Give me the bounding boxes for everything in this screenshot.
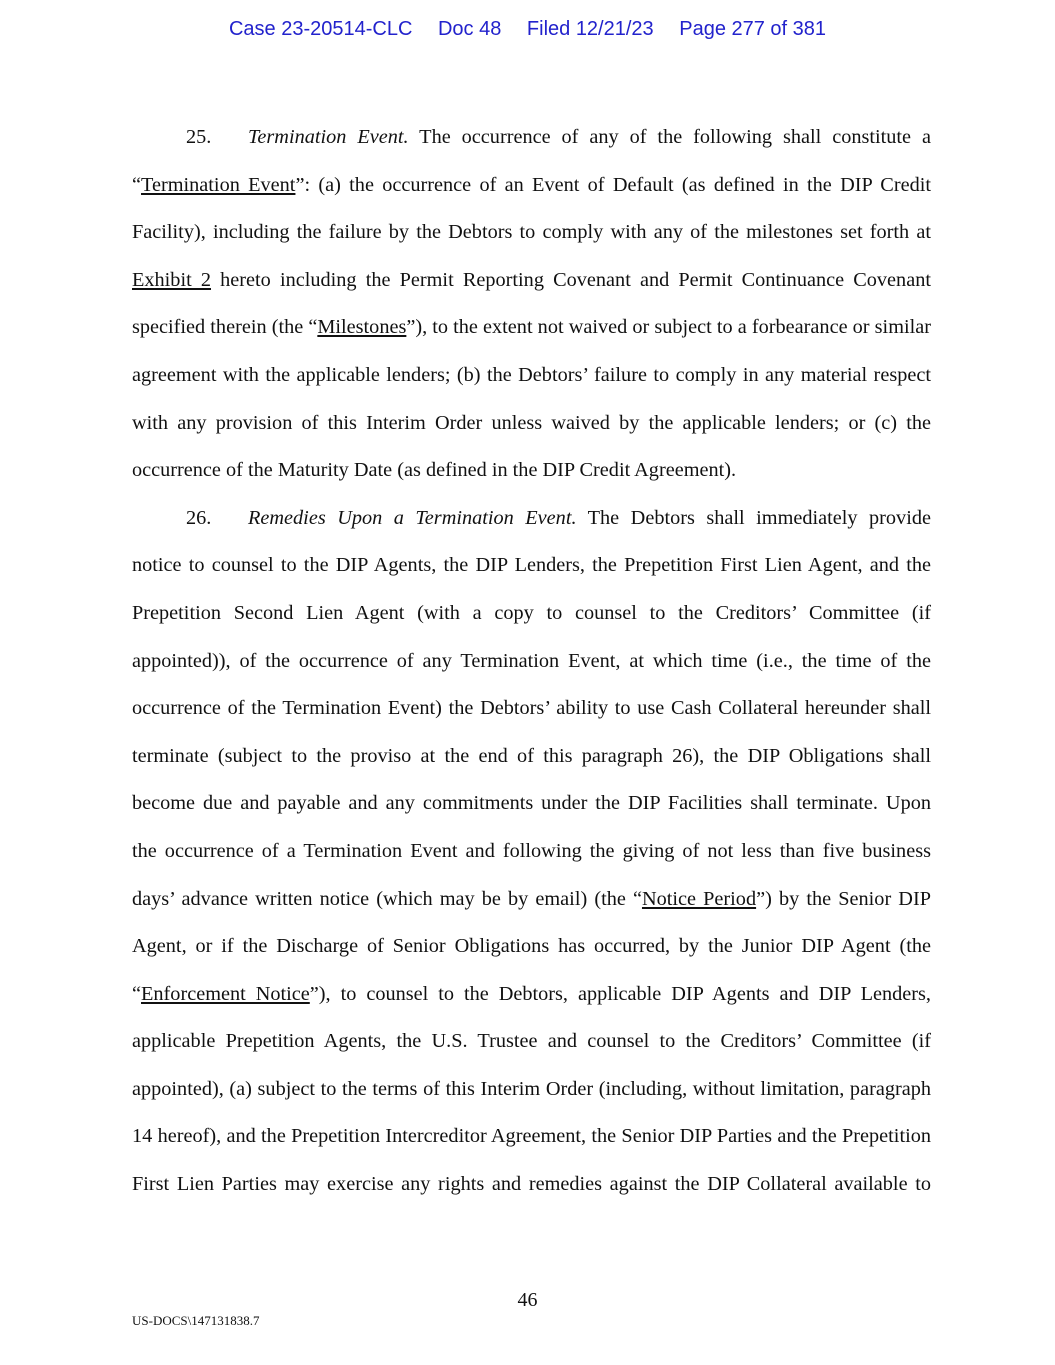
- text-run: occurrence of the Maturity Date (as defined in the DIP Credit Agreement).: [132, 459, 737, 482]
- text-run: agreement with the applicable lenders; (b) the Debtors’ failure to comply in any material respect: [132, 363, 931, 386]
- paragraph-line: [132, 503, 931, 551]
- text-run: ”: (a) the occurrence of an Event of Default (as defined in the DIP Credit: [295, 173, 931, 196]
- line-text: [132, 360, 931, 408]
- line-text: [132, 931, 931, 979]
- line-text: [132, 217, 931, 265]
- filed-date: Filed 12/21/23: [526, 18, 654, 40]
- paragraph-line: [132, 884, 931, 932]
- text-run: Agent, or if the Discharge of Senior Obligations has occurred, by the Junior DIP Agent (the: [132, 935, 931, 958]
- document-body: [132, 122, 931, 1217]
- paragraph-number: 25.: [186, 126, 212, 148]
- paragraph-line: [132, 598, 931, 646]
- paragraph-line: [132, 360, 931, 408]
- text-run: The occurrence of any of the following shall constitute a: [408, 126, 932, 148]
- line-text: [132, 408, 931, 456]
- text-run: appointed)), of the occurrence of any Termination Event, at which time (i.e., the time of the: [132, 649, 931, 672]
- text-run: become due and payable and any commitments under the DIP Facilities shall terminate. Upon: [132, 792, 931, 815]
- defined-term: Enforcement Notice: [141, 982, 310, 1005]
- defined-term: Notice Period: [641, 887, 757, 910]
- paragraph-line: [132, 312, 931, 360]
- paragraph-line: [132, 455, 931, 503]
- text-run: hereto including the Permit Reporting Covenant and Permit Continuance Covenant: [211, 268, 931, 291]
- paragraph-line: [132, 1169, 931, 1217]
- text-run: appointed), (a) subject to the terms of this Interim Order (including, without limitation, paragraph: [132, 1077, 931, 1100]
- section-heading: Remedies Upon a Termination Event.: [248, 506, 577, 529]
- line-text: [132, 312, 931, 360]
- paragraph-line: [132, 122, 931, 170]
- line-text: [132, 788, 931, 836]
- text-run: occurrence of the Termination Event) the Debtors’ ability to use Cash Collateral hereunder shall: [132, 697, 931, 720]
- defined-term: Milestones: [317, 316, 407, 339]
- text-run: applicable Prepetition Agents, the U.S. Trustee and counsel to the Creditors’ Committee (if: [132, 1030, 931, 1053]
- paragraph-line: [132, 741, 931, 789]
- text-run: ”), to the extent not waived or subject to a forbearance or similar: [406, 316, 931, 339]
- line-text: [132, 550, 931, 598]
- paragraph-line: [132, 1074, 931, 1122]
- line-text: [132, 979, 931, 1027]
- line-text: [132, 693, 931, 741]
- page-of: Page 277 of 381: [679, 18, 827, 40]
- text-run: “: [132, 982, 142, 1005]
- filing-header: [0, 18, 1055, 41]
- paragraph-line: [132, 408, 931, 456]
- defined-term: Termination Event: [141, 173, 296, 196]
- paragraph-line: [132, 979, 931, 1027]
- line-text: [132, 884, 931, 932]
- defined-term: Exhibit 2: [132, 268, 211, 291]
- paragraph-line: [132, 646, 931, 694]
- text-run: ”) by the Senior DIP: [756, 887, 931, 910]
- line-text: [248, 503, 931, 551]
- text-run: terminate (subject to the proviso at the end of this paragraph 26), the DIP Obligations shall: [132, 744, 931, 767]
- paragraph-line: [132, 1026, 931, 1074]
- line-text: [132, 455, 931, 503]
- paragraph-line: [132, 550, 931, 598]
- text-run: First Lien Parties may exercise any rights and remedies against the DIP Collateral available to: [132, 1173, 931, 1196]
- line-text: [132, 1169, 931, 1217]
- page-number: 46: [517, 1289, 538, 1311]
- line-text: [132, 170, 931, 218]
- line-text: [132, 741, 931, 789]
- text-run: with any provision of this Interim Order unless waived by the applicable lenders; or (c) the: [132, 411, 931, 434]
- paragraph-line: [132, 788, 931, 836]
- paragraph-line: [132, 1121, 931, 1169]
- line-text: [132, 646, 931, 694]
- text-run: “: [132, 173, 142, 196]
- text-run: notice to counsel to the DIP Agents, the DIP Lenders, the Prepetition First Lien Agent, and the: [132, 554, 931, 577]
- paragraph-line: [132, 265, 931, 313]
- paragraph-line: [132, 170, 931, 218]
- text-run: ”), to counsel to the Debtors, applicable DIP Agents and DIP Lenders,: [309, 982, 931, 1005]
- text-run: The Debtors shall immediately provide: [576, 506, 931, 529]
- section-heading: Termination Event.: [248, 126, 409, 148]
- line-text: [132, 836, 931, 884]
- paragraph-line: [132, 693, 931, 741]
- text-run: Prepetition Second Lien Agent (with a copy to counsel to the Creditors’ Committee (if: [132, 601, 931, 624]
- doc-number: Doc 48: [437, 18, 502, 40]
- line-text: [132, 1121, 931, 1169]
- line-text: [132, 1026, 931, 1074]
- document-id: US-DOCS\147131838.7: [132, 1313, 260, 1328]
- case-number: Case 23-20514-CLC: [228, 18, 413, 40]
- text-run: the occurrence of a Termination Event and following the giving of not less than five business: [132, 839, 931, 862]
- paragraph-number: 26.: [186, 506, 212, 529]
- text-run: Facility), including the failure by the Debtors to comply with any of the milestones set forth at: [132, 221, 931, 244]
- paragraph-line: [132, 217, 931, 265]
- line-text: [132, 1074, 931, 1122]
- text-run: specified therein (the “: [132, 316, 318, 339]
- line-text: [248, 122, 931, 170]
- paragraph-line: [132, 931, 931, 979]
- text-run: 14 hereof), and the Prepetition Intercreditor Agreement, the Senior DIP Parties and the Prepetition: [132, 1125, 931, 1148]
- paragraph-line: [132, 836, 931, 884]
- text-run: days’ advance written notice (which may be by email) (the “: [132, 887, 642, 910]
- line-text: [132, 265, 931, 313]
- line-text: [132, 598, 931, 646]
